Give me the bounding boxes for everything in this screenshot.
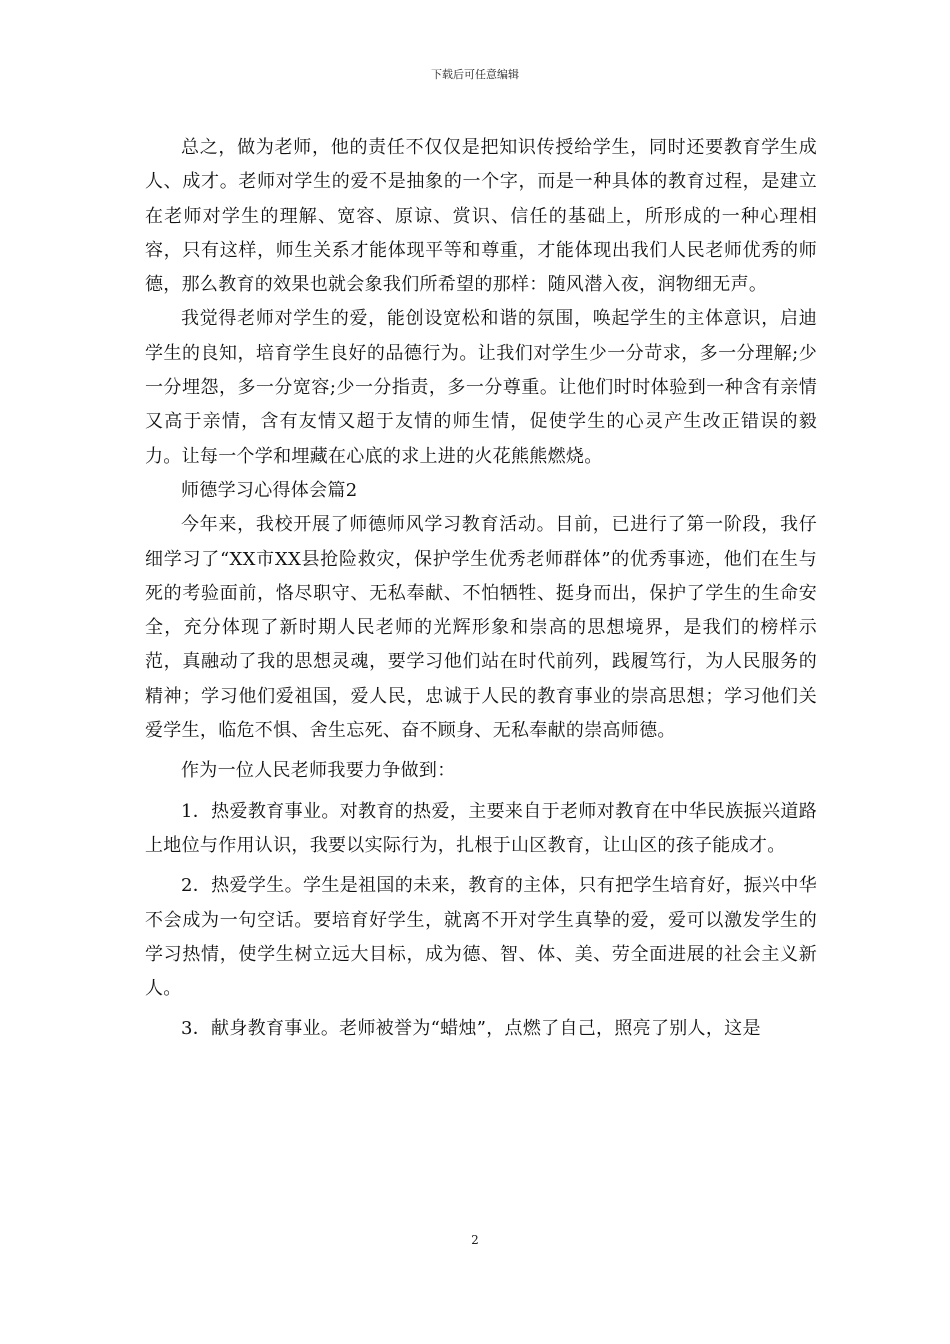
list-item-2: 2．热爱学生。学生是祖国的未来，教育的主体，只有把学生培育好，振兴中华不会成为一句空话。要培育好学生，就离不开对学生真挚的爱，爱可以激发学生的学习热情，使学生树立远大目标，成为德、智、体、美、劳全面进展的社会主义新人。 [145, 875, 817, 1000]
paragraph-teacher-love: 我觉得老师对学生的爱，能创设宽松和谐的氛围，唤起学生的主体意识，启迪学生的良知，培育学生良好的品德行为。让我们对学生少一分苛求，多一分理解;少一分埋怨，多一分宽容;少一分指责，多一分尊重。让他们时时体验到一种含有亲情又高于亲情，含有友情又超于友情的师生情，促使学生的心灵产生改正错误的毅力。让每一个学和埋藏在心底的求上进的火花熊熊燃烧。 [145, 308, 817, 467]
section-heading: 师德学习心得体会篇2 [181, 479, 358, 501]
paragraph-activity: 今年来，我校开展了师德师风学习教育活动。目前，已进行了第一阶段，我仔细学习了“XX市XX县抢险救灾，保护学生优秀老师群体”的优秀事迹，他们在生与死的考验面前，恪尽职守、无私奉献、不怕牺牲、挺身而出，保护了学生的生命安全，充分体现了新时期人民老师的光辉形象和崇高的思想境界，是我们的榜样示范，真融动了我的思想灵魂，要学习他们站在时代前列，践履笃行，为人民服务的精神；学习他们爱祖国，爱人民，忠诚于人民的教育事业的崇高思想；学习他们关爱学生，临危不惧、舍生忘死、奋不顾身、无私奉献的崇高师德。 [145, 514, 817, 742]
page-number: 2 [471, 1233, 479, 1247]
paragraph-conclusion: 总之，做为老师，他的责任不仅仅是把知识传授给学生，同时还要教育学生成人、成才。老师对学生的爱不是抽象的一个字，而是一种具体的教育过程，是建立在老师对学生的理解、宽容、原谅、赏识、信任的基础上，所形成的一种心理相容，只有这样，师生关系才能体现平等和尊重，才能体现出我们人民老师优秀的师德，那么教育的效果也就会象我们所希望的那样：随风潜入夜，润物细无声。 [145, 137, 817, 296]
paragraph-goals-intro: 作为一位人民老师我要力争做到： [181, 760, 456, 782]
list-item-3: 3．献身教育事业。老师被誉为“蜡烛”，点燃了自己，照亮了别人，这是 [181, 1018, 761, 1040]
document-body [145, 131, 817, 1047]
page-header: 下载后可任意编辑 [431, 68, 519, 81]
list-item-1: 1．热爱教育事业。对教育的热爱，主要来自于老师对教育在中华民族振兴道路上地位与作用认识，我要以实际行为，扎根于山区教育，让山区的孩子能成才。 [145, 800, 817, 856]
